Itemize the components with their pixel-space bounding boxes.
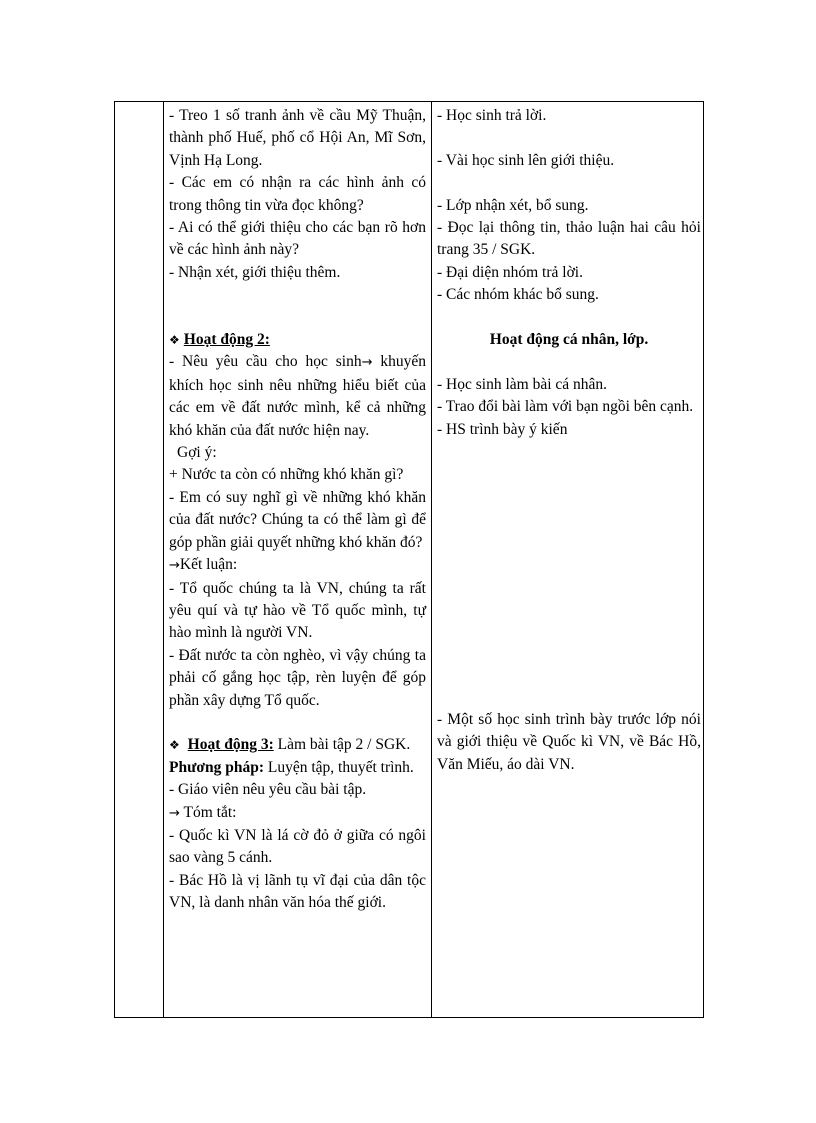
teacher-line: - Đất nước ta còn nghèo, vì vậy chúng ta phải cố gắng học tập, rèn luyện để góp phần xây dựng Tổ quốc. [169,646,426,709]
teacher-line: + Nước ta còn có những khó khăn gì? [169,466,404,484]
student-line: - Học sinh trả lời. [437,107,547,124]
student-line: - Vài học sinh lên giới thiệu. [437,151,615,169]
teacher-line: - Treo 1 số tranh ảnh về cầu Mỹ Thuận, thành phố Huế, phố cổ Hội An, Mĩ Sơn, Vịnh Hạ Long. [169,107,426,169]
diamond-bullet-icon: ❖ [169,738,180,753]
hint-label: Gợi ý: [177,444,217,462]
student-line: - HS trình bày ý kiến [437,420,568,438]
lesson-table [114,101,704,1018]
teacher-line: - Ai có thể giới thiệu cho các bạn rõ hơn về các hình ảnh này? [169,219,426,259]
teacher-line: - Bác Hồ là vị lãnh tụ vĩ đại của dân tộc VN, là danh nhân văn hóa thế giới. [169,871,426,912]
student-line: - Đọc lại thông tin, thảo luận hai câu hỏi trang 35 / SGK. [437,219,701,259]
student-line: - Các nhóm khác bổ sung. [437,286,599,304]
arrow-right-icon: → [169,805,180,821]
student-line: - Học sinh làm bài cá nhân. [437,375,608,393]
student-line: - Trao đổi bài làm với bạn ngồi bên cạnh. [437,398,694,416]
activity-2-heading: ❖ Hoạt động 2: [169,331,270,349]
teacher-line: - Giáo viên nêu yêu cầu bài tập. [169,781,367,799]
teacher-line: - Quốc kì VN là lá cờ đỏ ở giữa có ngôi sao vàng 5 cánh. [169,826,426,867]
student-activities-cell [437,105,701,1017]
arrow-right-icon: → [169,558,180,574]
column-divider-2 [431,102,432,1017]
teacher-activities-cell [169,105,426,1017]
column-divider-1 [163,102,164,1017]
student-activity-heading: Hoạt động cá nhân, lớp. [489,331,649,349]
teacher-line: - Tổ quốc chúng ta là VN, chúng ta rất yêu quí và tự hào về Tổ quốc mình, tự hào mình là người VN. [169,579,426,642]
student-line: - Đại diện nhóm trả lời. [437,263,583,281]
diamond-bullet-icon: ❖ [169,333,180,348]
arrow-right-icon: → [361,355,373,371]
student-line: - Lớp nhận xét, bổ sung. [437,196,589,214]
teacher-line: - Nhận xét, giới thiệu thêm. [169,263,341,281]
method-line: Phương pháp: Luyện tập, thuyết trình. [169,758,414,776]
teacher-line: - Nêu yêu cầu cho học sinh→ khuyến khích học sinh nêu những hiểu biết của các em về đất nước mình, kể cả những khó khăn của đất nước hiện nay. [169,353,426,439]
teacher-line: - Em có suy nghĩ gì về những khó khăn của đất nước? Chúng ta có thể làm gì để góp phần giải quyết những khó khăn đó? [169,488,426,551]
summary-label: → Tóm tắt: [169,803,237,821]
teacher-line: - Các em có nhận ra các hình ảnh có trong thông tin vừa đọc không? [169,174,426,214]
conclusion-label: →Kết luận: [169,556,238,574]
student-line: - Một số học sinh trình bày trước lớp nói và giới thiệu về Quốc kì VN, về Bác Hồ, Văn Miếu, áo dài VN. [437,711,701,773]
activity-3-heading: ❖ Hoạt động 3: Làm bài tập 2 / SGK. [169,736,411,754]
